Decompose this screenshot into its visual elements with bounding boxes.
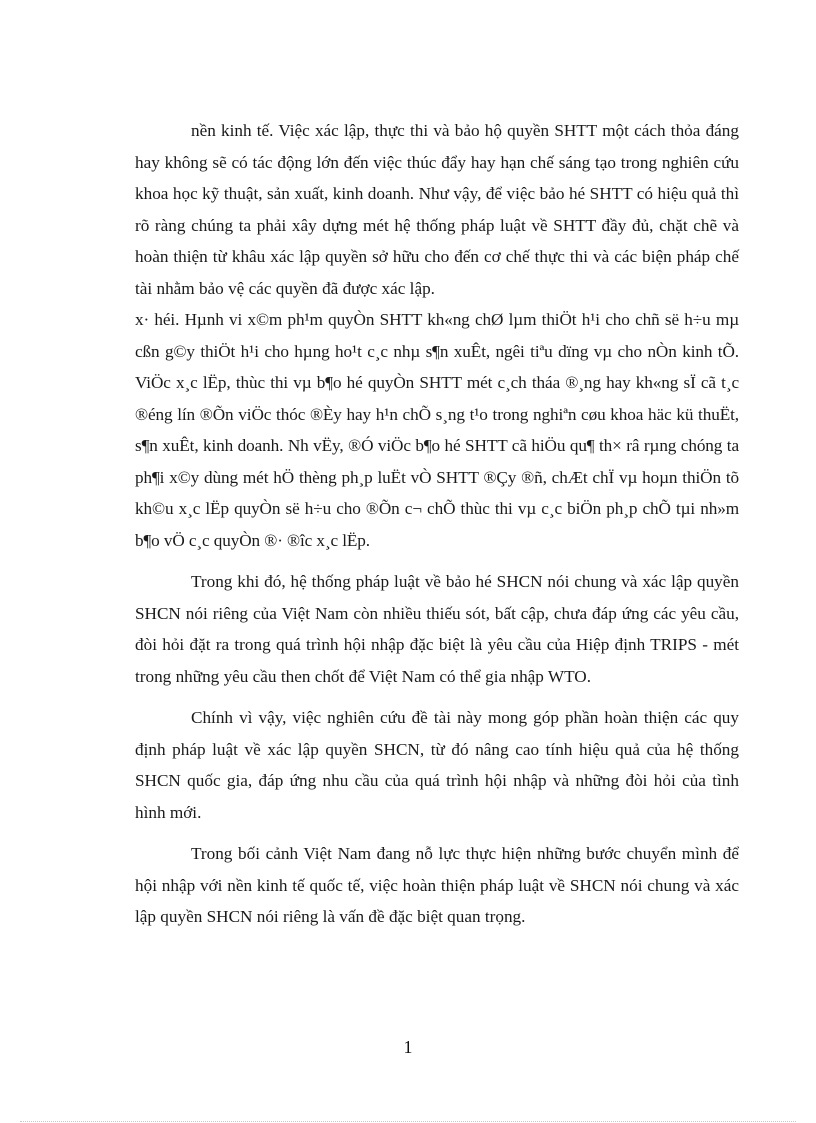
- page-bottom-divider: [20, 1121, 796, 1122]
- paragraph-2-garbled: x· héi. Hµnh vi x©m ph¹m quyÒn SHTT kh«ng chØ lµm thiÖt h¹i cho chñ së h÷u mµ cßn g©y thiÖt h¹i cho hµng ho¹t c¸c nhµ s¶n xuÊt, ngêi tiªu dïng vµ cho nÒn kinh tÕ. ViÖc x¸c lËp, thùc thi vµ b¶o hé quyÒn SHTT mét c¸ch tháa ®¸ng hay kh«ng sÏ cã t¸c ®éng lín ®Õn viÖc thóc ®Èy hay h¹n chÕ s¸ng t¹o trong nghiªn cøu khoa häc kü thuËt, s¶n xuÊt, kinh doanh. Nh vËy, ®Ó viÖc b¶o hé SHTT cã hiÖu qu¶ th× râ rµng chóng ta ph¶i x©y dùng mét hÖ thèng ph¸p luËt vÒ SHTT ®Çy ®ñ, chÆt chÏ vµ hoµn thiÖn tõ kh©u x¸c lËp quyÒn së h÷u cho ®Õn c¬ chÕ thùc thi vµ c¸c biÖn ph¸p chÕ tµi nh»m b¶o vÖ c¸c quyÒn ®· ®îc x¸c lËp.: [135, 310, 739, 550]
- page-number: 1: [403, 1037, 413, 1057]
- paragraph-3: Trong khi đó, hệ thống pháp luật về bảo hé SHCN nói chung và xác lập quyền SHCN nói riêng của Việt Nam còn nhiều thiếu sót, bất cập, chưa đáp ứng các yêu cầu, đòi hỏi đặt ra trong quá trình hội nhập đặc biệt là yêu cầu của Hiệp định TRIPS - mét trong những yêu cầu then chốt để Việt Nam có thể gia nhập WTO.: [135, 572, 739, 686]
- body-text: [135, 115, 739, 933]
- paragraph-1: nền kinh tế. Việc xác lập, thực thi và bảo hộ quyền SHTT một cách thỏa đáng hay không sẽ có tác động lớn đến việc thúc đẩy hay hạn chế sáng tạo trong nghiên cứu khoa học kỹ thuật, sản xuất, kinh doanh. Như vậy, để việc bảo hé SHTT có hiệu quả thì rõ ràng chúng ta phải xây dựng mét hệ thống pháp luật về SHTT đầy đủ, chặt chẽ và hoàn thiện từ khâu xác lập quyền sở hữu cho đến cơ chế thực thi và các biện pháp chế tài nhằm bảo vệ các quyền đã được xác lập.: [135, 121, 739, 298]
- paragraph-4: Chính vì vậy, việc nghiên cứu đề tài này mong góp phần hoàn thiện các quy định pháp luật về xác lập quyền SHCN, từ đó nâng cao tính hiệu quả của hệ thống SHCN quốc gia, đáp ứng nhu cầu của quá trình hội nhập và những đòi hỏi của tình hình mới.: [135, 708, 739, 822]
- paragraph-5: Trong bối cảnh Việt Nam đang nỗ lực thực hiện những bước chuyển mình để hội nhập với nền kinh tế quốc tế, việc hoàn thiện pháp luật về SHCN nói chung và xác lập quyền SHCN nói riêng là vấn đề đặc biệt quan trọng.: [135, 844, 739, 926]
